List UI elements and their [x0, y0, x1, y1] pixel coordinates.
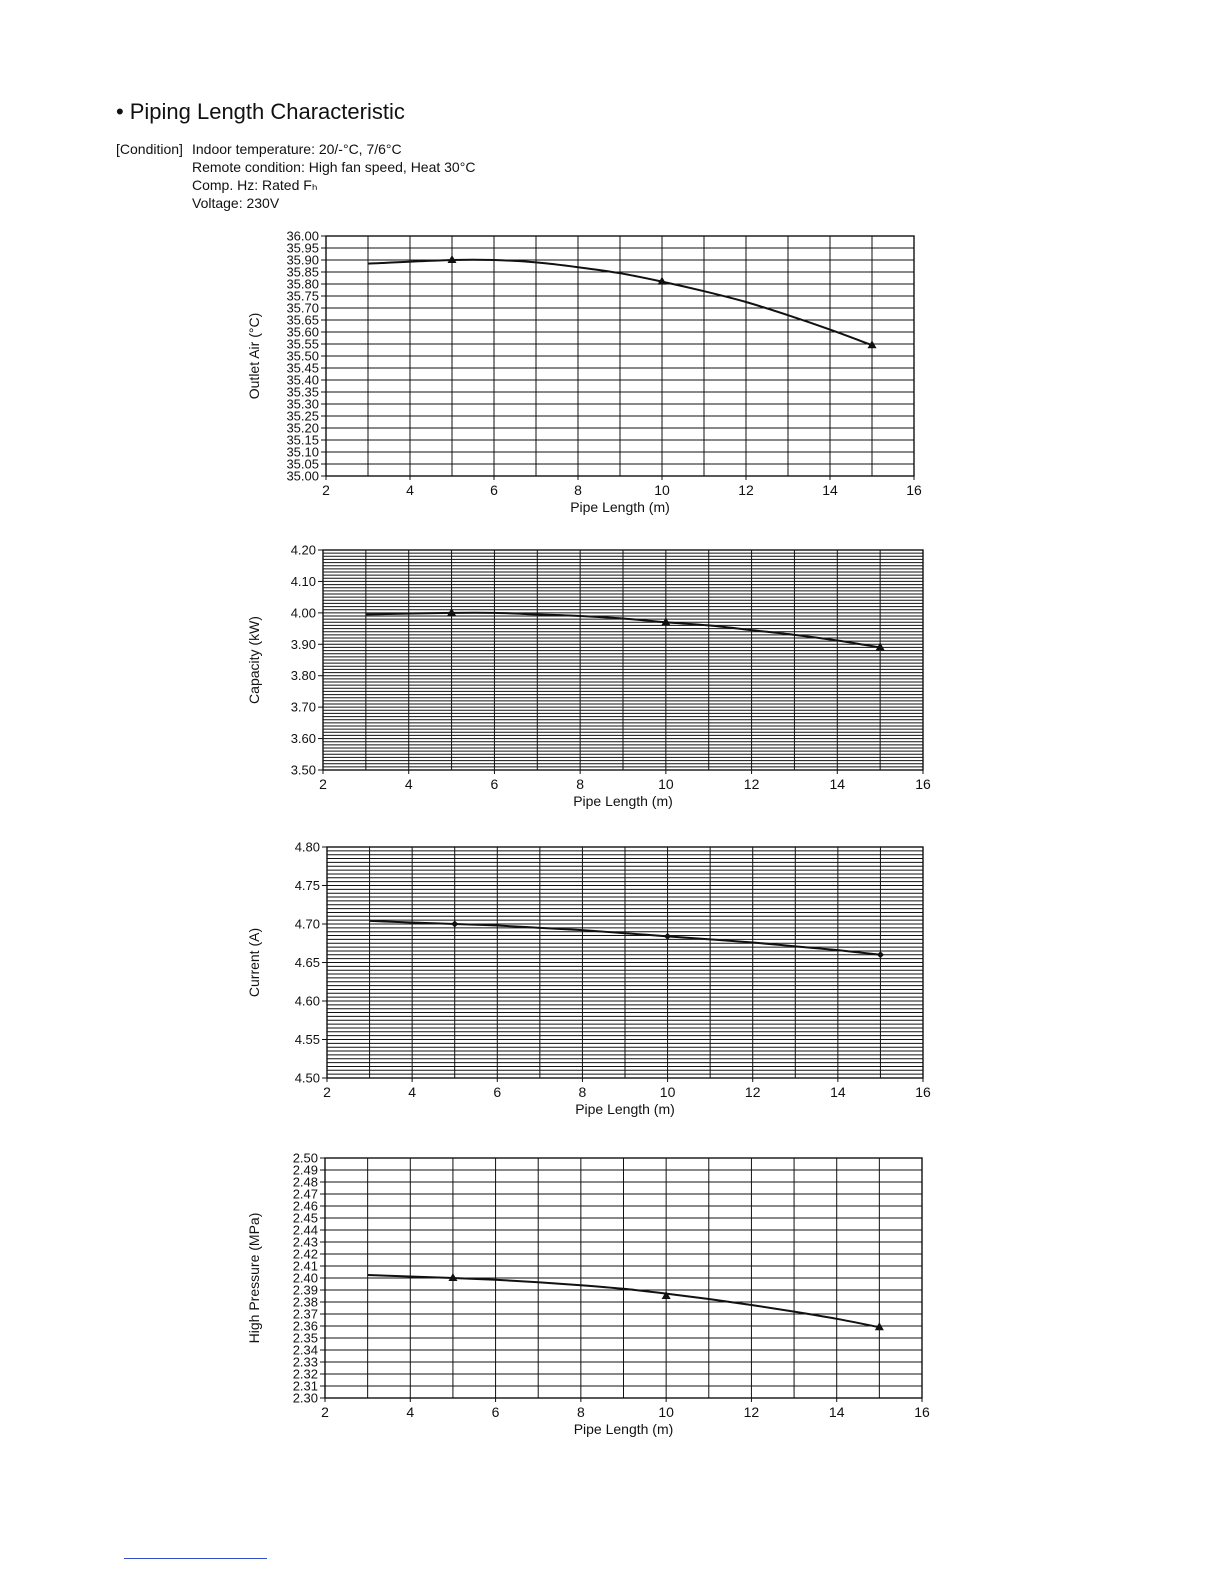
y-tick-label: 2.46: [292, 1198, 318, 1214]
x-tick-label: 6: [491, 1404, 500, 1420]
x-axis-label: Pipe Length (m): [575, 1101, 675, 1117]
title-bullet: •: [116, 99, 124, 124]
y-tick-label: 3.50: [290, 762, 316, 778]
footer-rule: [124, 1558, 267, 1559]
y-tick-label: 35.00: [286, 468, 319, 484]
x-tick-label: 16: [915, 1084, 931, 1100]
chart-grid: [323, 550, 923, 770]
high-pressure-chart: [230, 1143, 940, 1443]
y-tick-label: 35.85: [286, 264, 319, 280]
x-tick-label: 14: [828, 1404, 845, 1420]
y-tick-label: 3.90: [290, 636, 316, 652]
y-tick-label: 35.15: [286, 432, 319, 448]
y-tick-label: 35.70: [286, 300, 319, 316]
x-tick-label: 2: [319, 776, 327, 792]
x-tick-label: 16: [914, 1404, 930, 1420]
x-tick-label: 8: [578, 1084, 587, 1100]
y-tick-label: 2.44: [292, 1222, 318, 1238]
y-tick-label: 2.43: [292, 1234, 318, 1250]
x-tick-label: 16: [906, 482, 922, 498]
y-tick-label: 35.95: [286, 240, 319, 256]
y-tick-label: 2.32: [292, 1366, 318, 1382]
y-axis-label: Outlet Air (°C): [246, 312, 262, 400]
condition-voltage: Voltage: 230V: [192, 195, 280, 211]
x-tick-label: 4: [404, 776, 413, 792]
y-axis-label: Capacity (kW): [246, 616, 262, 704]
condition-label: [Condition]: [116, 141, 183, 157]
y-tick-label: 2.36: [292, 1318, 318, 1334]
y-tick-label: 2.39: [292, 1282, 318, 1298]
y-axis-label: Current (A): [246, 927, 262, 998]
y-tick-label: 2.42: [292, 1246, 318, 1262]
y-tick-label: 35.60: [286, 324, 319, 340]
chart-grid: [326, 236, 914, 476]
x-tick-label: 2: [322, 482, 330, 498]
y-tick-label: 4.75: [294, 878, 320, 893]
x-tick-label: 12: [744, 1084, 761, 1100]
y-tick-label: 3.80: [290, 668, 316, 684]
data-point-marker: [877, 951, 884, 958]
y-tick-label: 4.10: [290, 573, 316, 589]
y-tick-label: 4.70: [294, 916, 320, 932]
y-tick-label: 35.50: [286, 348, 319, 364]
current-chart: [230, 832, 940, 1132]
x-tick-label: 4: [406, 482, 414, 498]
y-tick-label: 4.50: [294, 1070, 320, 1086]
y-tick-label: 2.49: [292, 1162, 318, 1178]
y-tick-label: 4.55: [294, 1032, 320, 1047]
y-tick-label: 35.05: [286, 456, 319, 472]
x-axis-label: Pipe Length (m): [570, 499, 670, 515]
chart-grid: [325, 1158, 922, 1398]
y-tick-label: 2.31: [292, 1378, 318, 1394]
y-tick-label: 2.40: [292, 1270, 318, 1286]
y-tick-label: 2.47: [292, 1186, 318, 1202]
y-tick-label: 4.80: [294, 839, 320, 855]
y-tick-label: 35.75: [286, 288, 319, 304]
condition-comp-hz: Comp. Hz: Rated Fₕ: [192, 177, 318, 193]
y-tick-label: 2.45: [292, 1210, 318, 1226]
condition-indoor-temperature: Indoor temperature: 20/-°C, 7/6°C: [192, 141, 402, 157]
y-tick-label: 4.60: [294, 993, 320, 1009]
x-tick-label: 14: [830, 1084, 846, 1100]
y-tick-label: 35.35: [286, 384, 319, 400]
x-tick-label: 10: [658, 776, 674, 792]
x-tick-label: 8: [574, 482, 582, 498]
x-tick-label: 14: [822, 482, 838, 498]
y-tick-label: 2.48: [292, 1174, 318, 1190]
x-axis-label: Pipe Length (m): [573, 793, 673, 809]
x-tick-label: 10: [658, 1404, 674, 1420]
x-tick-label: 14: [829, 776, 846, 792]
y-axis-label: High Pressure (MPa): [246, 1212, 262, 1344]
x-tick-label: 6: [490, 776, 499, 792]
x-tick-label: 12: [743, 776, 760, 792]
data-point-marker: [664, 933, 671, 940]
y-tick-label: 35.20: [286, 420, 319, 436]
x-tick-label: 2: [323, 1084, 331, 1100]
y-tick-label: 35.55: [286, 336, 319, 352]
x-tick-label: 8: [576, 1404, 585, 1420]
y-tick-label: 35.10: [286, 444, 319, 460]
y-tick-label: 2.34: [292, 1342, 318, 1358]
y-tick-label: 2.50: [292, 1150, 318, 1166]
outlet-air-chart: [230, 222, 940, 522]
y-tick-label: 3.60: [290, 731, 316, 747]
condition-remote: Remote condition: High fan speed, Heat 30°C: [192, 159, 476, 175]
capacity-chart: [230, 535, 940, 820]
chart-grid: [327, 847, 923, 1078]
x-axis-label: Pipe Length (m): [573, 1421, 674, 1437]
y-tick-label: 35.90: [286, 252, 319, 268]
y-tick-label: 36.00: [286, 228, 319, 244]
y-tick-label: 4.20: [290, 542, 316, 558]
y-tick-label: 35.80: [286, 276, 319, 292]
y-tick-label: 35.65: [286, 312, 319, 328]
y-tick-label: 2.38: [292, 1294, 318, 1310]
y-tick-label: 35.40: [286, 372, 319, 388]
x-tick-label: 6: [490, 482, 498, 498]
x-tick-label: 10: [659, 1084, 676, 1100]
x-tick-label: 12: [743, 1404, 760, 1420]
x-tick-label: 12: [738, 482, 754, 498]
page-title: [116, 99, 405, 125]
y-tick-label: 2.33: [292, 1354, 318, 1370]
y-tick-label: 2.35: [292, 1330, 318, 1346]
x-tick-label: 4: [408, 1084, 417, 1100]
y-tick-label: 2.37: [292, 1306, 318, 1322]
title-text: Piping Length Characteristic: [129, 99, 405, 124]
x-tick-label: 16: [915, 776, 931, 792]
x-tick-label: 4: [406, 1404, 415, 1420]
data-point-marker: [451, 921, 458, 928]
y-tick-label: 3.70: [290, 699, 316, 715]
y-tick-label: 35.30: [286, 396, 319, 412]
y-tick-label: 2.41: [292, 1258, 318, 1274]
y-tick-label: 35.45: [286, 360, 319, 376]
y-tick-label: 2.30: [292, 1390, 318, 1406]
x-tick-label: 8: [576, 776, 585, 792]
x-tick-label: 10: [654, 482, 670, 498]
y-tick-label: 4.00: [290, 605, 316, 621]
y-tick-label: 35.25: [286, 408, 319, 424]
x-tick-label: 6: [493, 1084, 502, 1100]
y-tick-label: 4.65: [294, 955, 320, 970]
x-tick-label: 2: [321, 1404, 329, 1420]
